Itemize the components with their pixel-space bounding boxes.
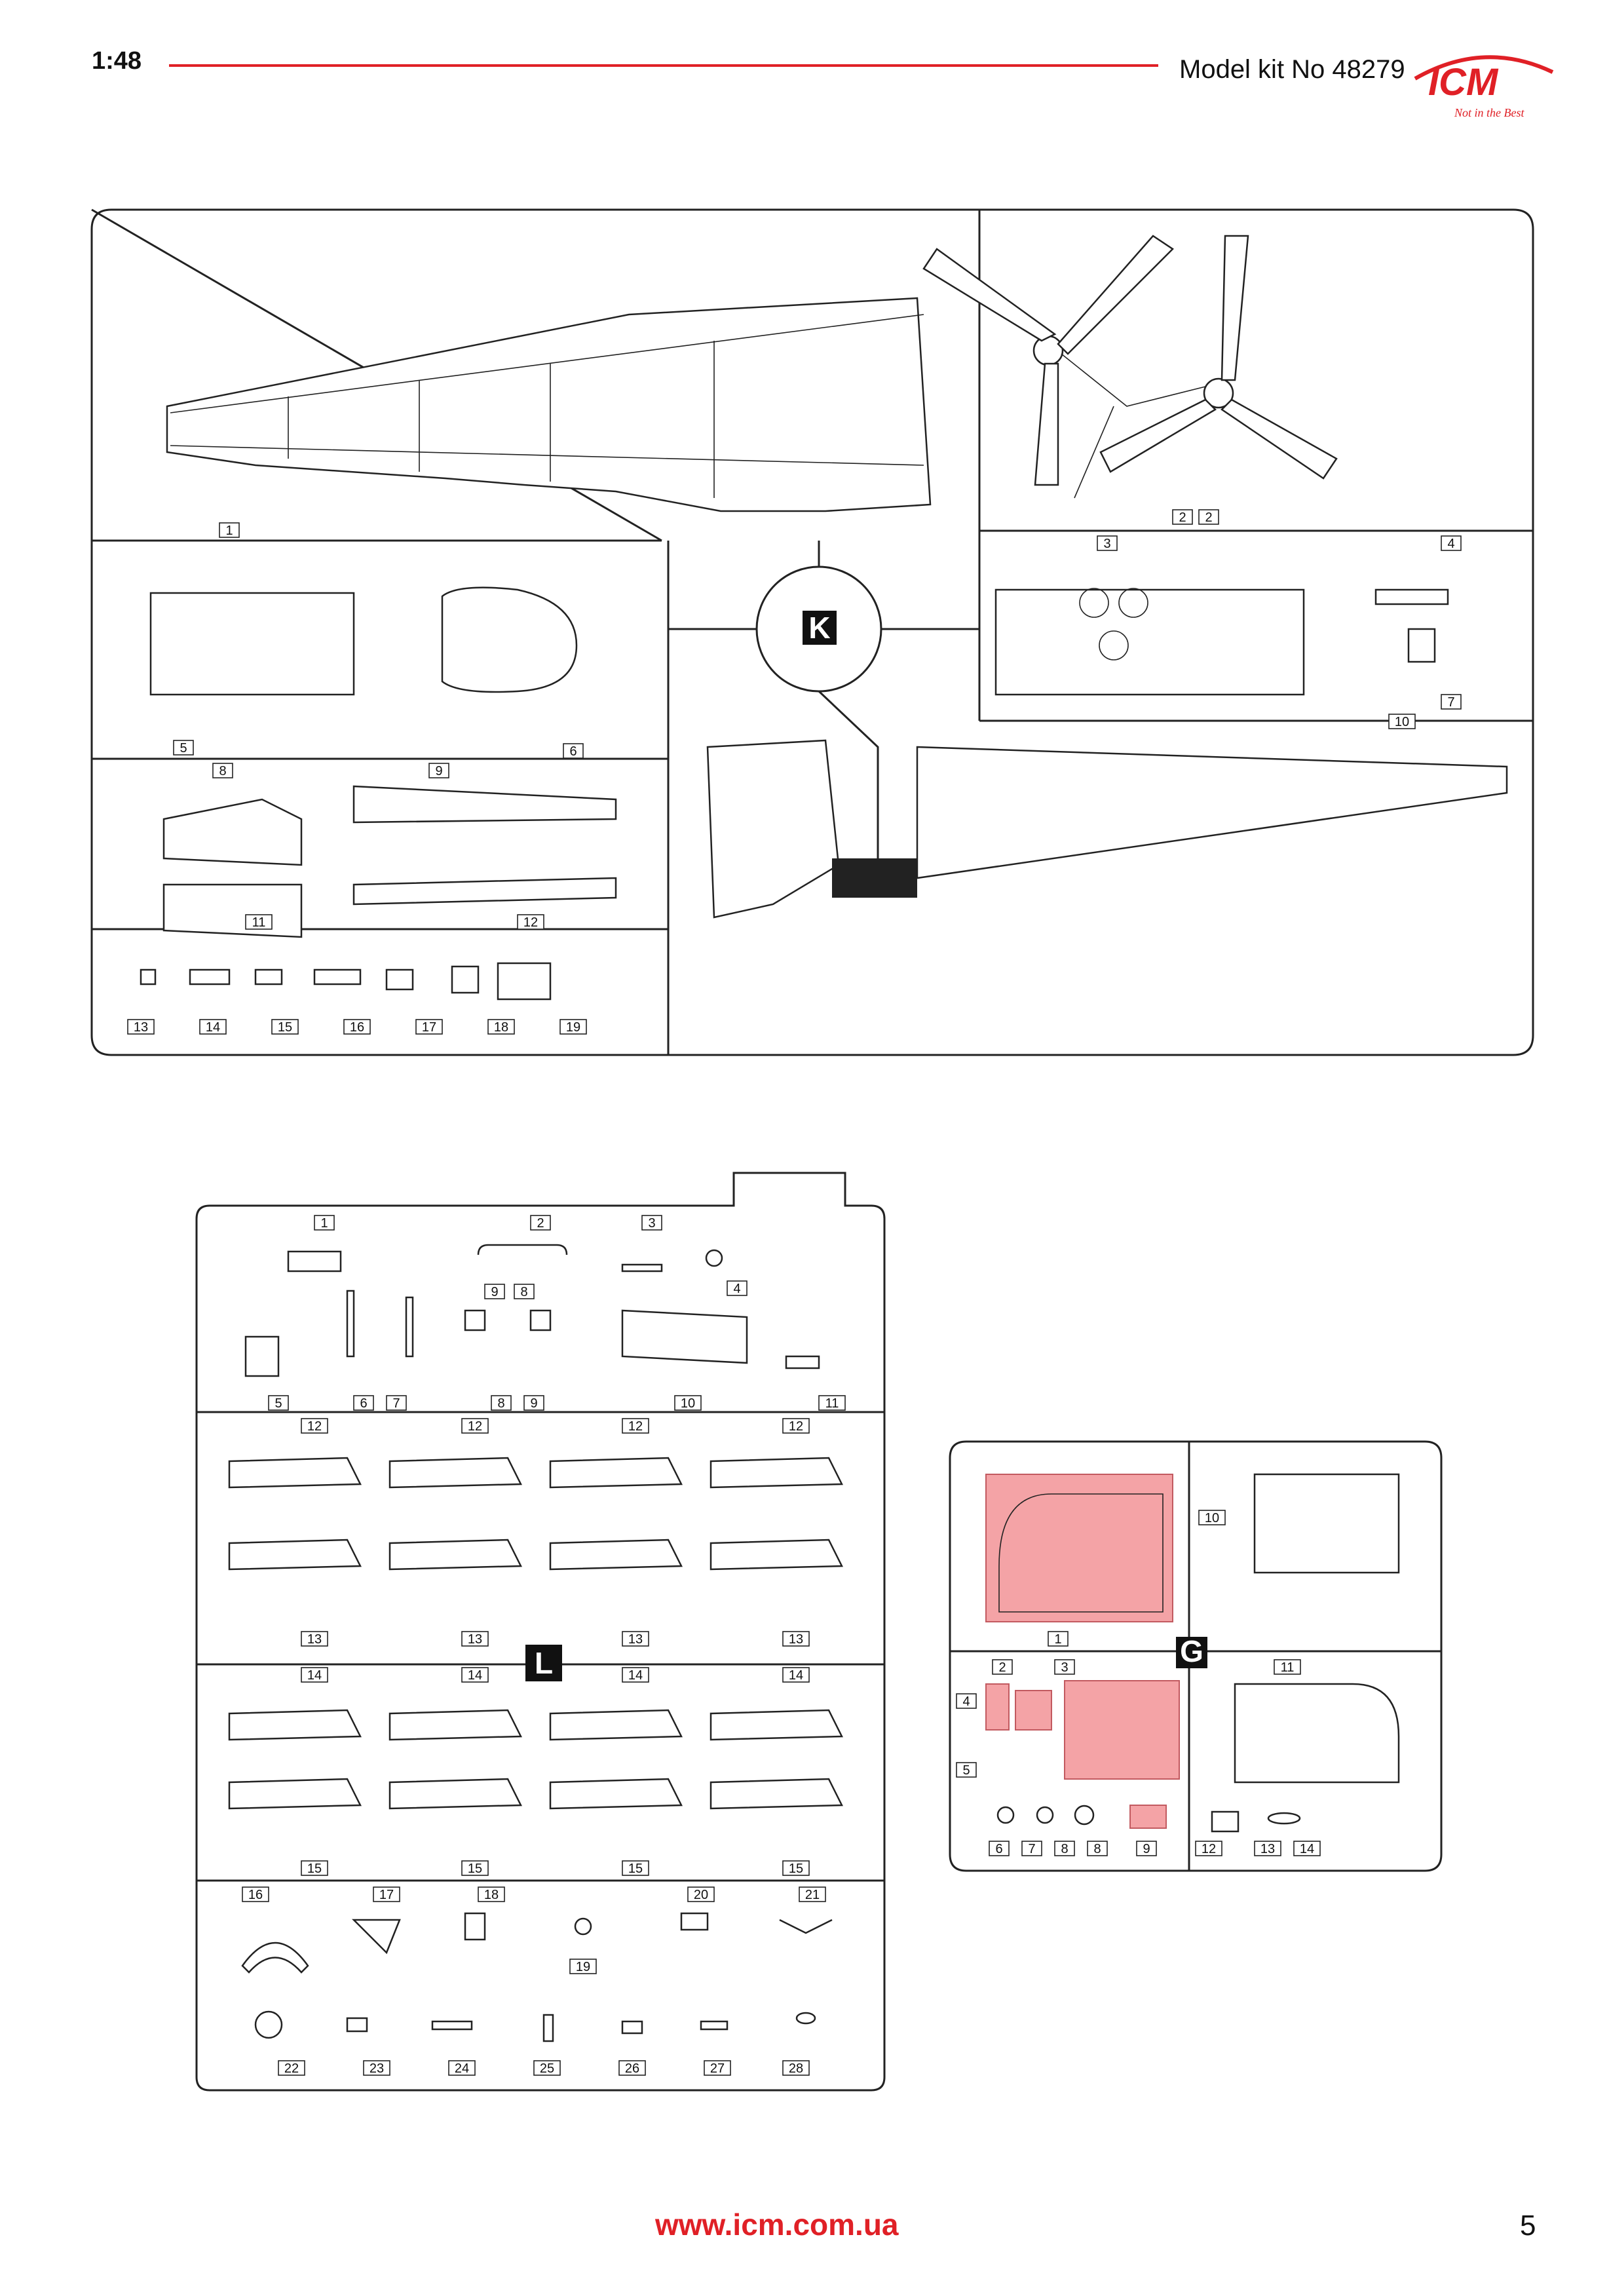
sprue-l-letter: L — [534, 1646, 554, 1680]
part-g-12 — [1212, 1812, 1238, 1831]
sprue-g — [947, 1435, 1451, 1881]
tag-l-14b: 14 — [467, 1668, 483, 1683]
tag-k-18: 18 — [493, 1020, 509, 1035]
tag-l-12d: 12 — [788, 1419, 804, 1434]
logo-tagline: Not in the Best — [1454, 106, 1524, 119]
part-13 — [141, 970, 155, 984]
tag-k-9: 9 — [435, 764, 443, 778]
part-l-3 — [622, 1265, 662, 1271]
logo-text: ICM — [1428, 61, 1498, 104]
spar-part-12 — [354, 878, 616, 904]
part-l-2 — [478, 1245, 567, 1255]
part-l-17 — [354, 1920, 400, 1953]
icm-logo — [1409, 39, 1559, 124]
canopy-part-1 — [986, 1474, 1173, 1622]
tag-k-16: 16 — [349, 1020, 365, 1035]
tag-k-15: 15 — [277, 1020, 293, 1035]
tag-l-14a: 14 — [307, 1668, 322, 1683]
spar-part-9 — [354, 786, 616, 822]
tag-l-15a: 15 — [307, 1862, 322, 1876]
part-l-20 — [681, 1913, 708, 1930]
part-l-8 — [531, 1311, 550, 1330]
tag-l-15d: 15 — [788, 1862, 804, 1876]
part-16 — [314, 970, 360, 984]
tag-k-10: 10 — [1394, 715, 1410, 729]
tag-l-13d: 13 — [788, 1632, 804, 1647]
tag-l-13c: 13 — [628, 1632, 643, 1647]
part-l-4 — [706, 1250, 722, 1266]
part-l-9 — [465, 1311, 485, 1330]
tag-l-19: 19 — [575, 1960, 591, 1974]
part-g-6 — [1037, 1807, 1053, 1823]
tag-l-12b: 12 — [467, 1419, 483, 1434]
part-l-10 — [622, 1311, 747, 1363]
wing-lower-part — [708, 740, 839, 917]
wing-lower-part-10 — [917, 747, 1507, 878]
sprue-g-letter: G — [1180, 1634, 1203, 1668]
tag-k-11: 11 — [252, 915, 266, 930]
tag-g-3: 3 — [1061, 1660, 1069, 1675]
part-l-7 — [406, 1297, 413, 1356]
tag-g-7: 7 — [1028, 1842, 1036, 1856]
part-g-11 — [1235, 1684, 1399, 1782]
part-4 — [1376, 590, 1448, 604]
tag-g-10: 10 — [1204, 1511, 1220, 1525]
tag-l-25: 25 — [539, 2061, 555, 2076]
part-l-5 — [246, 1337, 278, 1376]
part-17 — [387, 970, 413, 989]
tag-l-15b: 15 — [467, 1862, 483, 1876]
part-15 — [256, 970, 282, 984]
clear-part-2 — [986, 1684, 1009, 1730]
part-g-10 — [1255, 1474, 1399, 1573]
tag-l-18: 18 — [483, 1888, 499, 1902]
clear-part-3a — [1015, 1691, 1051, 1730]
rib-parts-lower — [229, 1710, 842, 1808]
tag-l-14d: 14 — [788, 1668, 804, 1683]
tag-k-2b: 2 — [1205, 510, 1213, 525]
tag-l-9: 9 — [530, 1396, 538, 1411]
tag-l-12c: 12 — [628, 1419, 643, 1434]
tag-l-10: 10 — [680, 1396, 696, 1411]
part-l-18 — [465, 1913, 485, 1940]
tag-k-8: 8 — [219, 764, 227, 778]
tag-l-5: 5 — [274, 1396, 282, 1411]
tag-l-13b: 13 — [467, 1632, 483, 1647]
tag-l-8: 8 — [497, 1396, 505, 1411]
tag-k-7: 7 — [1447, 695, 1455, 710]
tag-l-26: 26 — [624, 2061, 640, 2076]
nacelle-part-6 — [442, 588, 577, 692]
part-19 — [498, 963, 550, 999]
part-l-25 — [544, 2015, 553, 2041]
tag-g-1: 1 — [1054, 1632, 1062, 1647]
rib-parts-upper — [229, 1458, 842, 1569]
part-7 — [1409, 629, 1435, 662]
tag-l-15c: 15 — [628, 1862, 643, 1876]
tag-k-1: 1 — [225, 524, 233, 538]
tag-l-6: 6 — [360, 1396, 368, 1411]
tag-g-14: 14 — [1299, 1842, 1315, 1856]
tag-l-7: 7 — [392, 1396, 400, 1411]
part-g-5 — [998, 1807, 1013, 1823]
sprue-k — [92, 210, 1553, 1055]
tag-k-4: 4 — [1447, 537, 1455, 551]
clear-part-9 — [1130, 1805, 1166, 1828]
tag-g-12: 12 — [1201, 1842, 1217, 1856]
tag-l-11: 11 — [825, 1396, 839, 1411]
tag-k-2a: 2 — [1179, 510, 1186, 525]
wing-upper-part — [167, 298, 930, 511]
tag-k-19: 19 — [565, 1020, 581, 1035]
tag-g-11: 11 — [1280, 1660, 1295, 1675]
tag-l-16: 16 — [248, 1888, 263, 1902]
tag-l-1: 1 — [320, 1216, 328, 1231]
clear-part-3 — [1065, 1681, 1179, 1779]
tag-k-3: 3 — [1103, 537, 1111, 551]
tag-k-5: 5 — [180, 741, 187, 756]
tag-l-23: 23 — [369, 2061, 385, 2076]
footer-url: www.icm.com.ua — [655, 2208, 899, 2242]
part-l-1 — [288, 1252, 341, 1271]
tag-l-14c: 14 — [628, 1668, 643, 1683]
sprue-l — [190, 1166, 894, 2097]
header-rule — [169, 64, 1158, 67]
tag-l-3: 3 — [648, 1216, 656, 1231]
wheel-well-panel — [832, 858, 917, 898]
nacelle-part-5 — [151, 593, 354, 695]
sprue-k-letter: K — [808, 611, 831, 645]
tag-l-13a: 13 — [307, 1632, 322, 1647]
tag-l-27: 27 — [710, 2061, 725, 2076]
tag-k-13: 13 — [133, 1020, 149, 1035]
tag-l-4: 4 — [733, 1282, 741, 1296]
tag-g-4: 4 — [962, 1694, 970, 1709]
tag-k-6: 6 — [569, 744, 577, 759]
tag-g-6: 6 — [995, 1842, 1003, 1856]
tag-l-2: 2 — [537, 1216, 544, 1231]
part-l-28 — [797, 2013, 815, 2023]
part-l-27 — [701, 2021, 727, 2029]
part-l-11 — [786, 1356, 819, 1368]
part-g-8 — [1075, 1806, 1093, 1824]
tag-g-5: 5 — [962, 1763, 970, 1778]
tag-l-20: 20 — [693, 1888, 709, 1902]
part-14 — [190, 970, 229, 984]
scale-label: 1:48 — [92, 47, 142, 75]
tag-k-14: 14 — [205, 1020, 221, 1035]
part-g-13 — [1268, 1813, 1300, 1824]
part-l-16 — [242, 1943, 308, 1972]
tag-l-21: 21 — [804, 1888, 820, 1902]
tag-l-9b: 9 — [491, 1285, 499, 1299]
tag-g-13: 13 — [1260, 1842, 1276, 1856]
part-l-24 — [432, 2021, 472, 2029]
tag-k-12: 12 — [523, 915, 539, 930]
part-l-6 — [347, 1291, 354, 1356]
kit-number: Model kit No 48279 — [1179, 55, 1405, 84]
part-8 — [164, 799, 301, 865]
part-18 — [452, 966, 478, 993]
tag-g-8a: 8 — [1061, 1842, 1069, 1856]
part-l-26 — [622, 2021, 642, 2033]
tag-k-17: 17 — [421, 1020, 437, 1035]
tag-l-8b: 8 — [520, 1285, 528, 1299]
part-l-23 — [347, 2018, 367, 2031]
tag-l-17: 17 — [379, 1888, 394, 1902]
tag-g-2: 2 — [998, 1660, 1006, 1675]
part-l-22 — [256, 2012, 282, 2038]
tag-l-12a: 12 — [307, 1419, 322, 1434]
tag-l-24: 24 — [454, 2061, 470, 2076]
tag-g-9: 9 — [1143, 1842, 1150, 1856]
panel-part-3 — [996, 590, 1304, 695]
part-l-21 — [780, 1920, 832, 1933]
tag-l-28: 28 — [788, 2061, 804, 2076]
page-number: 5 — [1520, 2210, 1536, 2242]
tag-g-8b: 8 — [1093, 1842, 1101, 1856]
part-l-19 — [575, 1919, 591, 1934]
part-11 — [164, 885, 301, 937]
tag-l-22: 22 — [284, 2061, 299, 2076]
